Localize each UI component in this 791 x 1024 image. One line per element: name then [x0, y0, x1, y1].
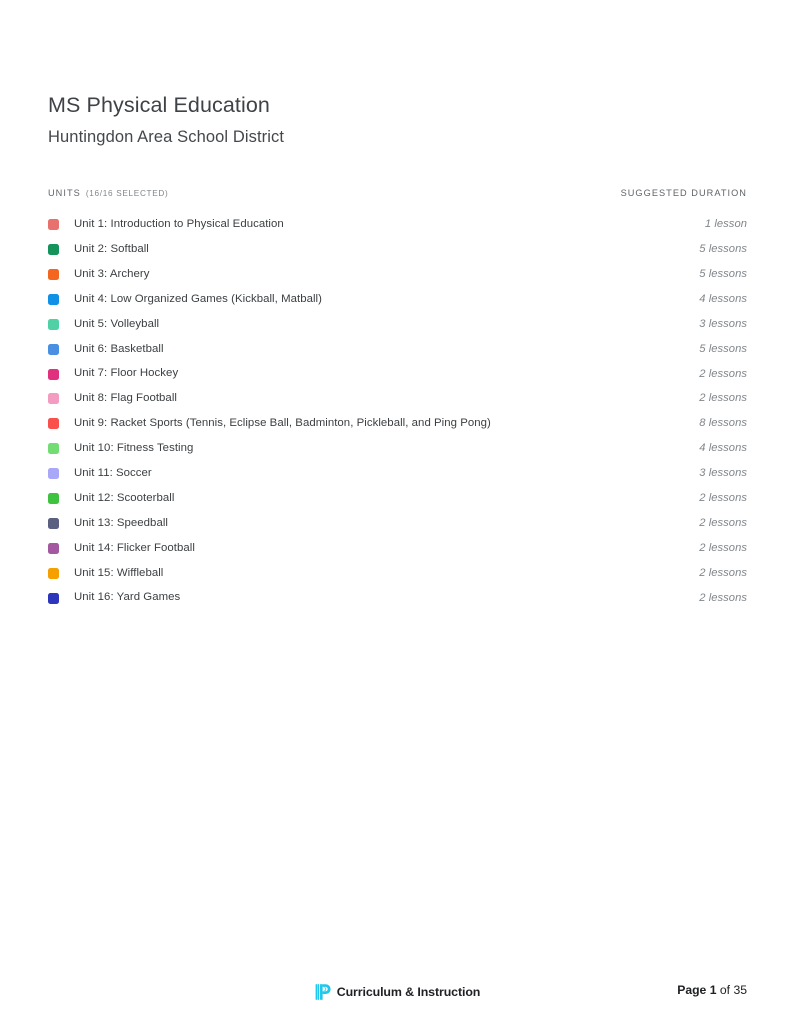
- units-header-label: UNITS: [48, 188, 81, 199]
- unit-color-swatch: [48, 393, 59, 404]
- page-title: MS Physical Education: [48, 93, 270, 117]
- unit-duration: 1 lesson: [704, 218, 747, 231]
- unit-color-swatch: [48, 294, 59, 305]
- unit-duration: 3 lessons: [699, 317, 747, 330]
- unit-row[interactable]: [48, 511, 747, 536]
- unit-duration: 4 lessons: [699, 292, 747, 305]
- unit-row[interactable]: [48, 287, 747, 312]
- unit-name: Unit 14: Flicker Football: [74, 541, 195, 554]
- unit-color-swatch: [48, 319, 59, 330]
- unit-color-swatch: [48, 244, 59, 255]
- unit-duration: 4 lessons: [699, 442, 747, 455]
- unit-row[interactable]: [48, 237, 747, 262]
- column-headers: [48, 188, 747, 200]
- unit-row[interactable]: [48, 212, 747, 237]
- unit-duration: 2 lessons: [699, 566, 747, 579]
- units-column-header: [48, 188, 168, 198]
- unit-duration: 5 lessons: [699, 243, 747, 256]
- unit-row[interactable]: [48, 262, 747, 287]
- unit-row[interactable]: [48, 486, 747, 511]
- unit-name: Unit 15: Wiffleball: [74, 566, 164, 579]
- unit-row[interactable]: [48, 436, 747, 461]
- unit-duration: 3 lessons: [699, 467, 747, 480]
- unit-row[interactable]: [48, 387, 747, 412]
- units-selected-count: (16/16 SELECTED): [85, 189, 169, 199]
- unit-row[interactable]: [48, 586, 747, 611]
- page-footer: [48, 982, 747, 1010]
- unit-color-swatch: [48, 344, 59, 355]
- unit-name: Unit 8: Flag Football: [74, 392, 177, 405]
- unit-color-swatch: [48, 493, 59, 504]
- unit-name: Unit 16: Yard Games: [74, 591, 181, 604]
- unit-duration: 2 lessons: [699, 491, 747, 504]
- unit-color-swatch: [48, 568, 59, 579]
- unit-color-swatch: [48, 369, 59, 380]
- unit-row[interactable]: [48, 411, 747, 436]
- unit-duration: 2 lessons: [699, 392, 747, 405]
- unit-name: Unit 9: Racket Sports (Tennis, Eclipse Ball, Badminton, Pickleball, and Ping Pong): [74, 417, 491, 430]
- unit-duration: 8 lessons: [699, 417, 747, 430]
- brand-logo: [315, 982, 481, 1002]
- unit-name: Unit 6: Basketball: [74, 342, 164, 355]
- unit-color-swatch: [48, 269, 59, 280]
- unit-name: Unit 2: Softball: [74, 242, 149, 255]
- unit-name: Unit 11: Soccer: [74, 466, 152, 479]
- unit-row[interactable]: [48, 337, 747, 362]
- unit-name: Unit 1: Introduction to Physical Education: [74, 218, 284, 231]
- unit-color-swatch: [48, 443, 59, 454]
- duration-column-header: SUGGESTED DURATION: [620, 188, 747, 199]
- unit-color-swatch: [48, 418, 59, 429]
- unit-duration: 5 lessons: [699, 267, 747, 280]
- unit-color-swatch: [48, 543, 59, 554]
- page-total: of 35: [719, 983, 747, 997]
- unit-color-swatch: [48, 468, 59, 479]
- page-content: [48, 92, 747, 611]
- page-current: Page 1: [677, 983, 717, 997]
- unit-duration: 2 lessons: [699, 541, 747, 554]
- unit-duration: 2 lessons: [699, 516, 747, 529]
- unit-color-swatch: [48, 593, 59, 604]
- unit-name: Unit 4: Low Organized Games (Kickball, Matball): [74, 292, 322, 305]
- unit-color-swatch: [48, 219, 59, 230]
- unit-name: Unit 12: Scooterball: [74, 491, 175, 504]
- unit-name: Unit 3: Archery: [74, 267, 150, 280]
- unit-name: Unit 7: Floor Hockey: [74, 367, 179, 380]
- unit-name: Unit 10: Fitness Testing: [74, 442, 194, 455]
- unit-duration: 5 lessons: [699, 342, 747, 355]
- curriculum-p-logo-icon: [315, 982, 332, 1002]
- unit-row[interactable]: [48, 536, 747, 561]
- unit-row[interactable]: [48, 561, 747, 586]
- unit-name: Unit 5: Volleyball: [74, 317, 160, 330]
- brand-name: Curriculum & Instruction: [336, 985, 481, 999]
- unit-row[interactable]: [48, 461, 747, 486]
- unit-duration: 2 lessons: [699, 367, 747, 380]
- page-subtitle: Huntingdon Area School District: [48, 127, 285, 146]
- unit-duration: 2 lessons: [699, 591, 747, 604]
- unit-list: [48, 212, 747, 610]
- unit-row[interactable]: [48, 312, 747, 337]
- unit-color-swatch: [48, 518, 59, 529]
- page-number: [677, 983, 747, 997]
- unit-name: Unit 13: Speedball: [74, 516, 168, 529]
- unit-row[interactable]: [48, 362, 747, 387]
